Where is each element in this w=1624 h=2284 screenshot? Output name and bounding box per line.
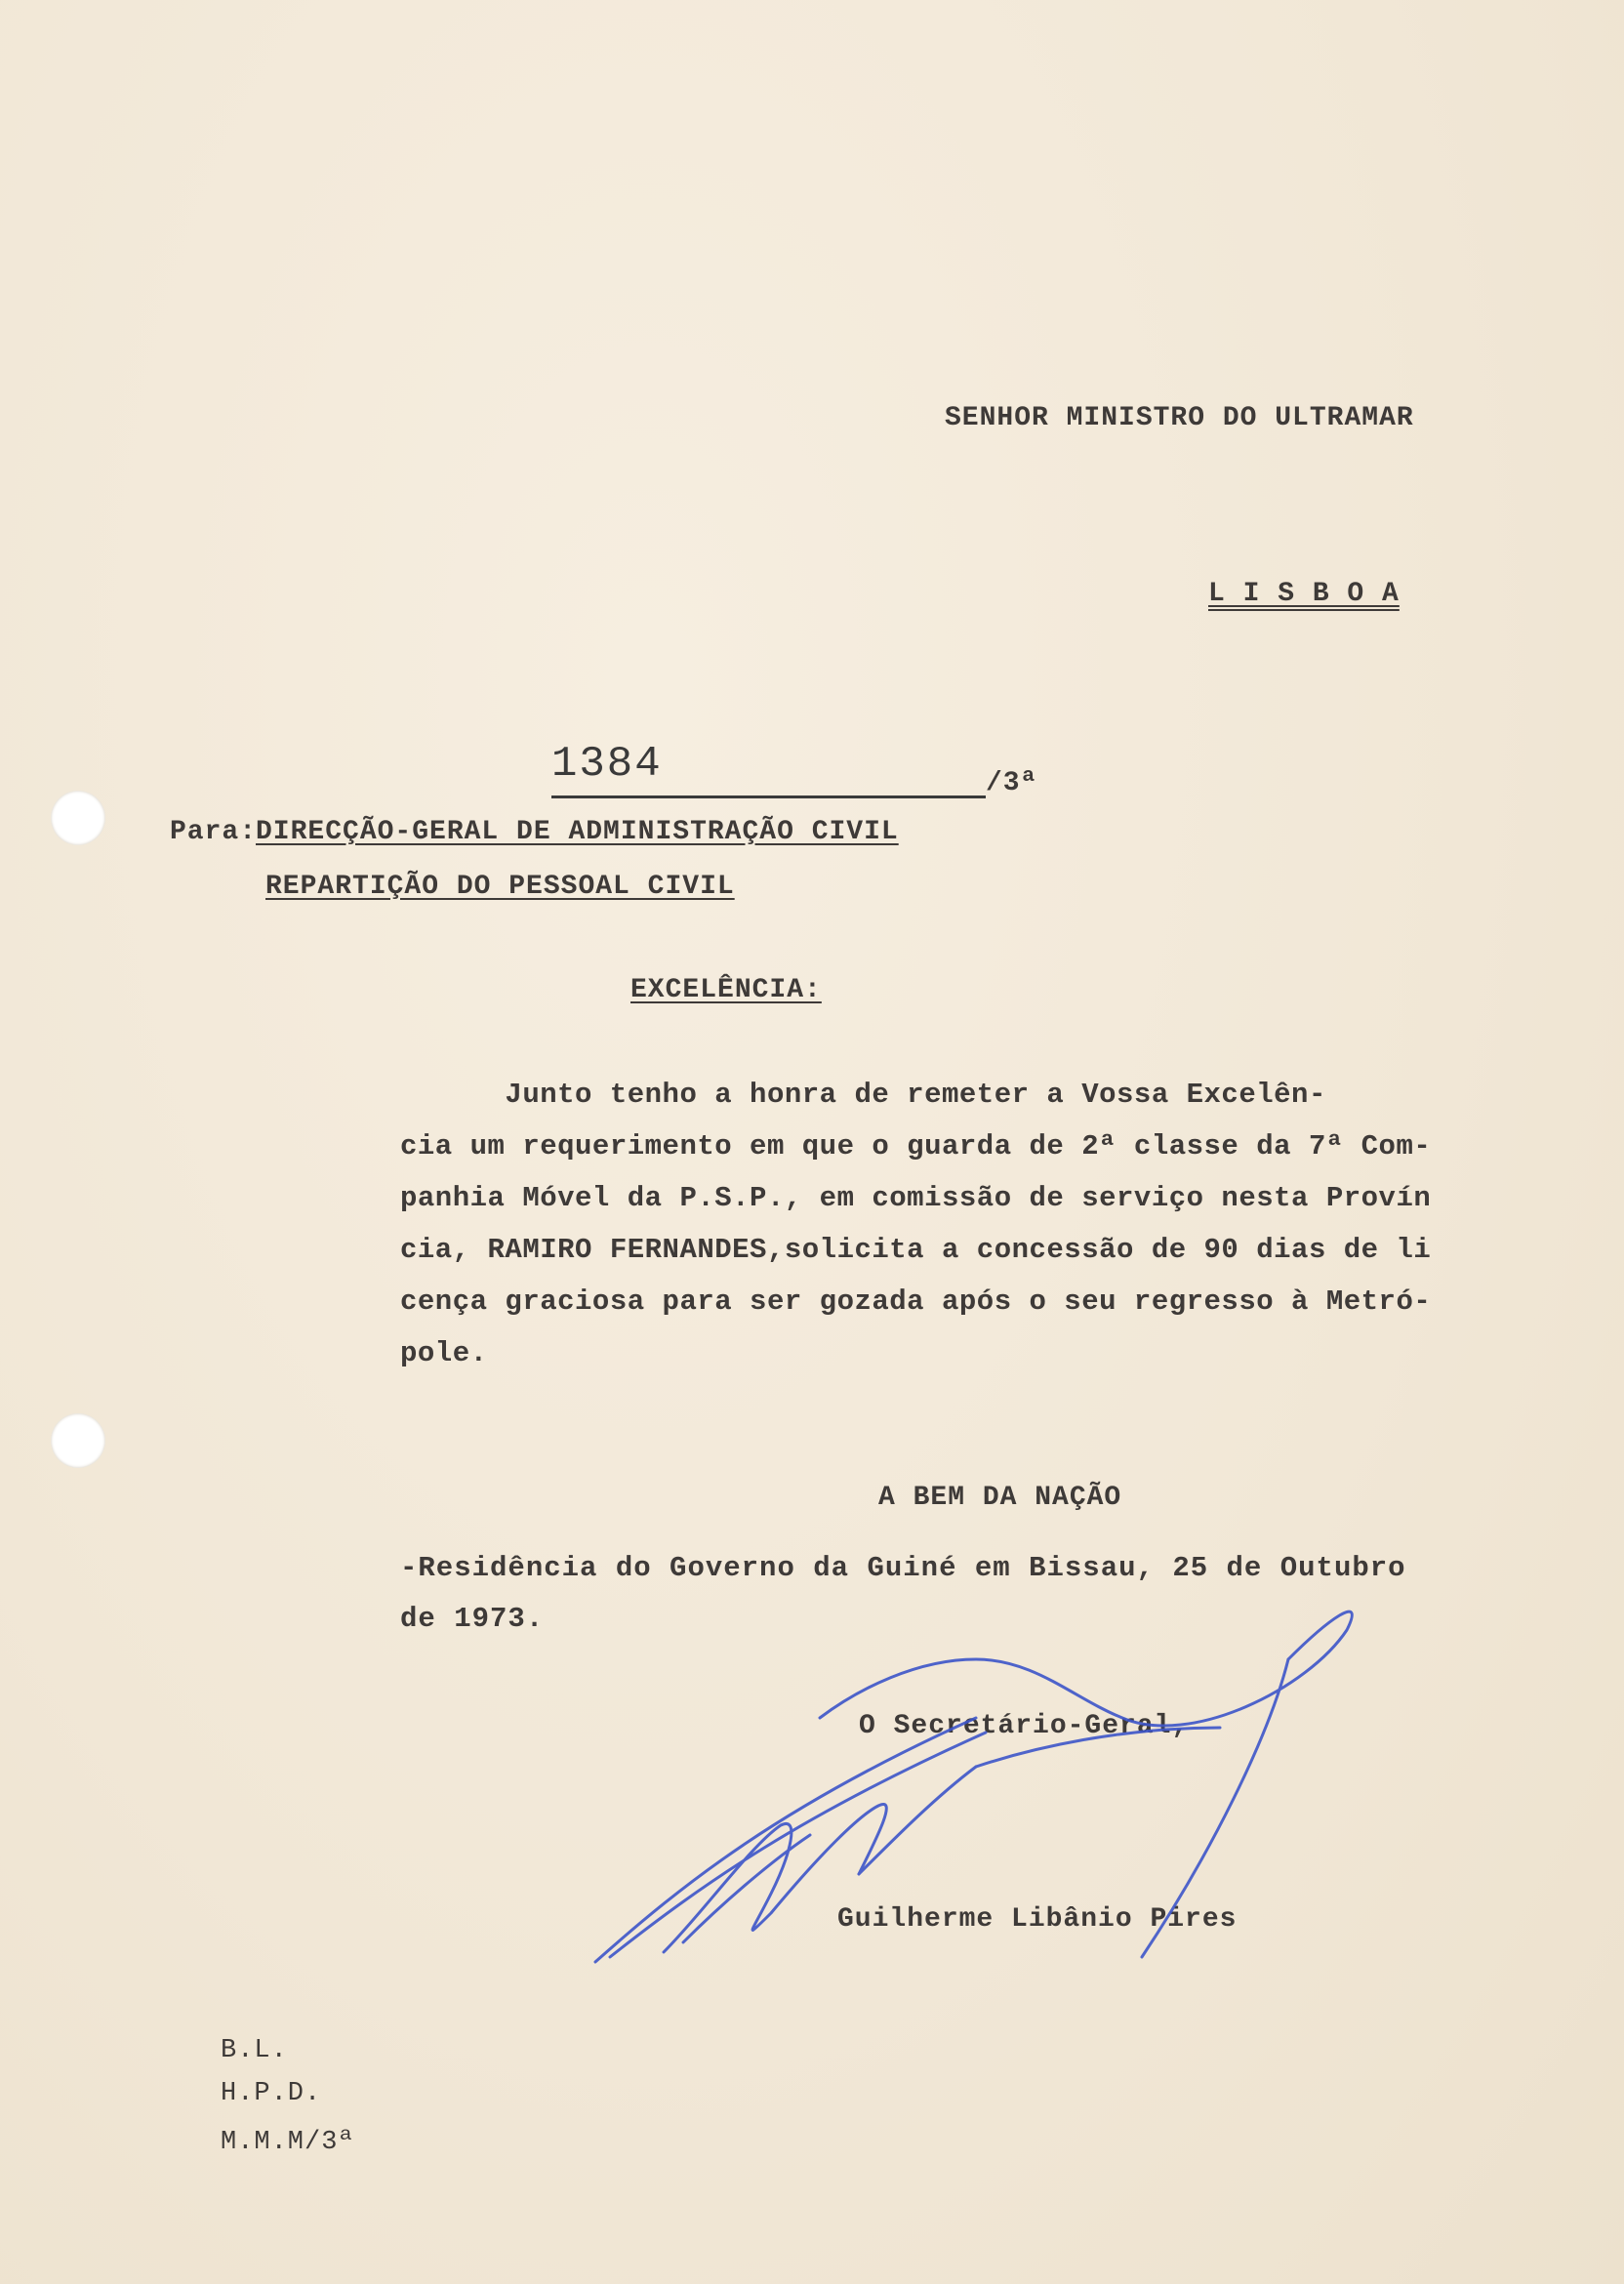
- closing-motto: A BEM DA NAÇÃO: [878, 1483, 1122, 1513]
- body-line: panhia Móvel da P.S.P., em comissão de serviço nesta Provín: [400, 1182, 1432, 1214]
- initials-line2: H.P.D.: [221, 2079, 322, 2108]
- salutation: EXCELÊNCIA:: [630, 975, 822, 1005]
- closing-place-line2: de 1973.: [400, 1603, 545, 1635]
- recipient-prefix: Para:: [170, 817, 258, 847]
- recipient-line1: DIRECÇÃO-GERAL DE ADMINISTRAÇÃO CIVIL: [256, 817, 899, 847]
- signature-title: O Secretário-Geral,: [859, 1711, 1190, 1741]
- body-line: cia um requerimento em que o guarda de 2ª classe da 7ª Com-: [400, 1130, 1432, 1162]
- punch-hole-top: [51, 791, 105, 845]
- body-line: cia, RAMIRO FERNANDES,solicita a concessão de 90 dias de li: [400, 1234, 1432, 1266]
- letter-body: [400, 1069, 1542, 1379]
- addressee-city: L I S B O A: [1208, 579, 1400, 609]
- initials-line3: M.M.M/3ª: [221, 2128, 355, 2157]
- body-line: Junto tenho a honra de remeter a Vossa Excelên-: [400, 1079, 1326, 1111]
- body-line: cença graciosa para ser gozada após o seu regresso à Metró-: [400, 1285, 1432, 1318]
- body-line: pole.: [400, 1337, 488, 1369]
- initials-line1: B.L.: [221, 2036, 288, 2065]
- reference-suffix: /3ª: [986, 768, 1038, 798]
- reference-rule: [551, 795, 986, 798]
- recipient-line2: REPARTIÇÃO DO PESSOAL CIVIL: [265, 872, 735, 902]
- punch-hole-bottom: [51, 1413, 105, 1468]
- reference-number: 1384: [551, 740, 663, 789]
- addressee-line: SENHOR MINISTRO DO ULTRAMAR: [945, 403, 1414, 433]
- signatory-name: Guilherme Libânio Pires: [837, 1904, 1238, 1935]
- closing-place-line1: -Residência do Governo da Guiné em Bissau, 25 de Outubro: [400, 1552, 1406, 1584]
